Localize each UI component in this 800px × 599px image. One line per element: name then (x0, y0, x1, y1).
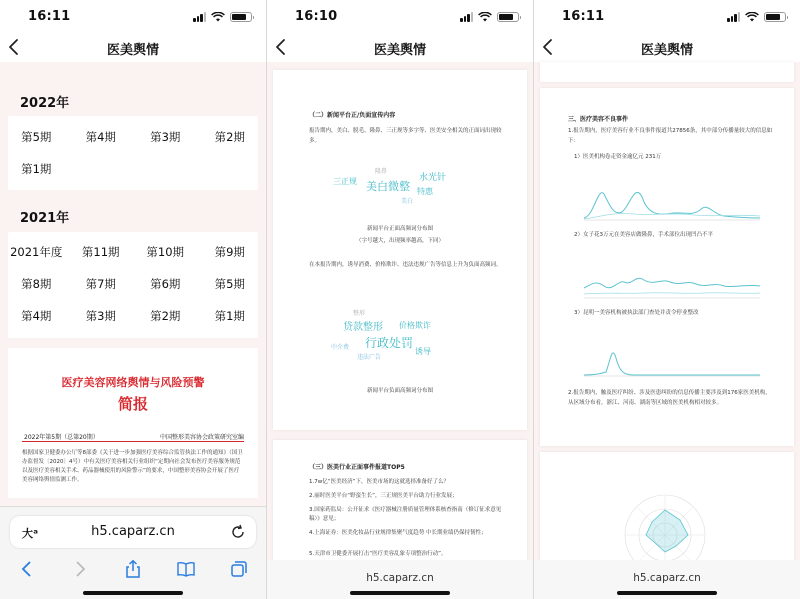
series-line (584, 293, 760, 294)
text-size-button[interactable]: 大ᵃ (22, 527, 39, 540)
cloud-word: 贷款整形 (343, 322, 383, 333)
series-line (584, 353, 760, 375)
issue-link[interactable]: 第7期 (85, 277, 116, 291)
signal-icon (727, 12, 740, 22)
page-title: 医美舆情 (106, 43, 159, 58)
section-heading: （二）新闻平台正/负面宣传内容 (309, 112, 396, 119)
issue-link[interactable]: 第1期 (21, 162, 52, 176)
cloud-word: 整形 (353, 310, 366, 317)
issue-link[interactable]: 第4期 (21, 309, 52, 323)
phone-screen-report-page-2 (267, 0, 533, 599)
cloud2-caption: 新闻平台负面高频词分布图 (366, 388, 433, 394)
section-heading: 三、医疗美容不良事件 (568, 116, 629, 123)
address-bar[interactable] (10, 516, 256, 548)
negative-word-cloud (323, 306, 483, 376)
year-heading-2022: 2022年 (20, 96, 70, 111)
browser-nav-buttons (0, 557, 266, 581)
issue-grid-2021 (4, 236, 262, 332)
year-heading-2021: 2021年 (20, 211, 70, 226)
radar-chart (610, 480, 720, 560)
issue-link[interactable]: 第8期 (21, 277, 52, 291)
section3-heading: （三）医美行业正面事件报道TOP5 (309, 464, 405, 471)
status-icons (727, 12, 786, 22)
back-arrow-icon[interactable] (16, 558, 38, 580)
battery-icon (764, 12, 786, 22)
status-icons (460, 12, 519, 22)
top5-item: 4.上海证券：医美化妆品行业规律集聚气度趋势 中长期业绩仍保持韧性； (309, 530, 487, 536)
event-item: 1）医美机构卷走资金逾亿元 231万 (574, 154, 662, 160)
trend-chart-2-svg (574, 244, 764, 304)
trend-chart-3 (574, 322, 764, 386)
battery-icon (230, 12, 252, 22)
url-text[interactable]: h5.caparz.cn (633, 572, 701, 584)
report-page (540, 452, 794, 562)
top5-item: 5.天津市卫健委开展打击“医疗美容乱象专项整治行动”。 (309, 551, 447, 557)
section-intro: 1.报告期内，医疗美容行业不良事件报道共27856条，其中部分传播量较大的信息如下： (568, 128, 773, 144)
cloud-word: 行政处罚 (365, 336, 414, 350)
top5-item: 2.丽时医美平台“野蛮生长”，三正规医美平台助力行业发展； (309, 493, 458, 499)
report-title: 医疗美容网络舆情与风险预警 (61, 376, 205, 389)
signal-icon (193, 12, 206, 22)
wifi-icon (745, 12, 759, 22)
report-publisher: 中国整形美容协会政策研究室编 (159, 434, 244, 441)
positive-word-cloud (323, 162, 473, 218)
url-text[interactable]: h5.caparz.cn (366, 572, 434, 584)
phone-screen-report-page-3 (534, 0, 800, 599)
issue-link[interactable]: 第2期 (214, 130, 245, 144)
section-intro: 报告期内，美白、脱毛、隆鼻、三正规等多字等、医美安全相关的正面词出现较多。 (309, 128, 502, 144)
issue-link[interactable]: 第5期 (21, 130, 52, 144)
home-indicator (617, 591, 717, 595)
issue-link[interactable]: 第3期 (85, 309, 116, 323)
nav-bar (0, 34, 266, 62)
home-indicator (83, 591, 183, 595)
report-divider (22, 441, 244, 442)
cloud-word: 违法广告 (357, 354, 382, 361)
cloud-word: 水光针 (419, 173, 447, 183)
cloud-word: 特惠 (417, 187, 433, 196)
cloud-word: 三正规 (333, 177, 357, 186)
issue-link[interactable]: 第10期 (146, 245, 185, 259)
page-title: 医美舆情 (640, 43, 693, 58)
top5-item: 3.国家药监局：公开征求《医疗器械注册质量管理体系核查指南（修订征求意见稿）》意见； (309, 507, 502, 522)
issue-link[interactable]: 2021年度 (10, 245, 63, 259)
report-preview[interactable] (8, 348, 258, 498)
report-page (540, 88, 794, 446)
issue-grid-2022 (4, 121, 262, 185)
negative-intro: 在本报告期内，诱导消费、价格欺诈、违法违规广告等信息上升为负面高频词。 (309, 262, 502, 268)
report-paragraph: 根据国家卫健委办公厅等8部委《关于进一步加强医疗美容综合监管执法工作的通知》（国卫办监督发〔2020〕4号）中有关医疗美容相关行业组织“定期向社会发布医疗美容服务规范以及医疗美容相关手术、药品器械使用的风险警示”的要求，中国整形美容协会开展了医疗美容网络舆情监测工作。 (22, 450, 243, 483)
wifi-icon (211, 12, 225, 22)
series-line (584, 278, 760, 288)
issue-link[interactable]: 第4期 (85, 130, 116, 144)
status-time: 16:11 (562, 9, 605, 24)
issue-link[interactable]: 第6期 (150, 277, 181, 291)
report-subtitle: 简报 (117, 395, 148, 413)
cloud-word: 诱导 (415, 347, 431, 356)
trend-chart-2 (574, 244, 764, 308)
issue-link[interactable]: 第2期 (150, 309, 181, 323)
issue-link[interactable]: 第9期 (214, 245, 245, 259)
reload-icon[interactable] (230, 524, 246, 540)
report-page (273, 440, 527, 565)
event-item: 2）女子花3万元在美容店做隆鼻，手术部位出现凹凸不平 (574, 232, 714, 238)
wifi-icon (478, 12, 492, 22)
tabs-icon[interactable] (228, 558, 250, 580)
cloud-word: 中介费 (331, 344, 350, 351)
nav-bar (267, 34, 533, 62)
battery-icon (497, 12, 519, 22)
top5-item: 1.7w亿“医美经济”下，医美市场的这就选择准备好了么？ (309, 479, 449, 485)
cloud1-note: （字号越大，出现频率越高，下同） (355, 238, 444, 244)
trend-chart-3-svg (574, 322, 764, 382)
url-text[interactable]: h5.caparz.cn (91, 524, 175, 539)
event-item: 3）昆明一美容机构被执法部门查处并责令停业整改 (574, 310, 699, 316)
issue-link[interactable]: 第11期 (81, 245, 120, 259)
trend-chart-1 (574, 166, 764, 230)
issue-link[interactable]: 第3期 (150, 130, 181, 144)
trend-chart-1-svg (574, 166, 764, 226)
cloud-word: 美白微整 (366, 180, 410, 193)
radar-area (646, 510, 688, 552)
forward-arrow-icon[interactable] (69, 558, 91, 580)
report-issue-line: 2022年第5期（总第20期） (24, 434, 99, 441)
bookmarks-icon[interactable] (175, 558, 197, 580)
cloud1-caption: 新闻平台正面高频词分布图 (366, 226, 433, 232)
status-time: 16:11 (28, 9, 71, 24)
status-time: 16:10 (295, 9, 338, 24)
conclusion-text: 2.报告期内，触及医疗纠纷、涉及医患纠纷的信息传播主要涉及到176家医美机构，从区域分布看，浙江、河南、湖南等区域的医美机构相对较多。 (568, 390, 771, 406)
report-page-tail (540, 62, 794, 82)
signal-icon (460, 12, 473, 22)
status-icons (193, 12, 252, 22)
issue-link[interactable]: 第5期 (214, 277, 245, 291)
report-page (273, 70, 527, 430)
status-bar (0, 0, 266, 34)
nav-bar (534, 34, 800, 62)
share-icon[interactable] (122, 558, 144, 580)
browser-toolbar (0, 506, 266, 599)
page-title: 医美舆情 (373, 43, 426, 58)
status-bar (267, 0, 533, 34)
issue-link[interactable]: 第1期 (214, 309, 245, 323)
status-bar (534, 0, 800, 34)
cloud-word: 美白 (401, 198, 414, 205)
phone-screen-issue-list (0, 0, 266, 599)
cloud-word: 隆鼻 (375, 168, 388, 175)
home-indicator (350, 591, 450, 595)
series-line (584, 213, 760, 219)
cloud-word: 价格欺诈 (399, 321, 431, 330)
